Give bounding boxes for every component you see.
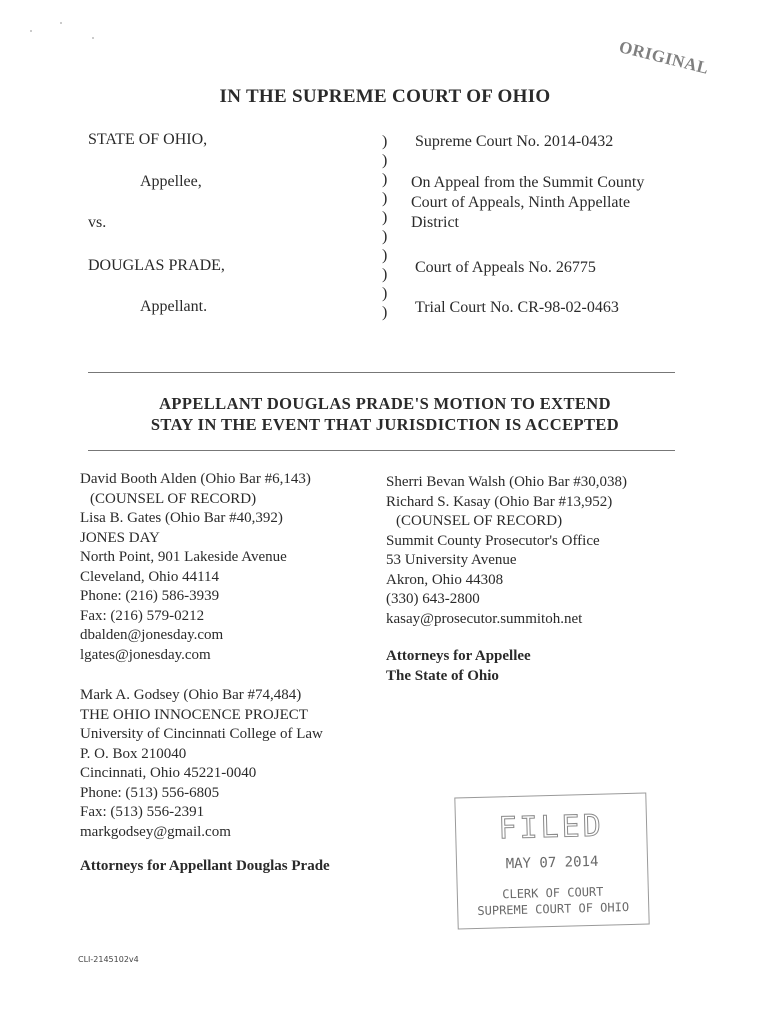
appellee-label-line1: Attorneys for Appellee [386, 648, 531, 664]
counsel-line: (330) 643-2800 [386, 591, 480, 607]
counsel-line: Summit County Prosecutor's Office [386, 532, 600, 549]
motion-title [90, 393, 680, 435]
divider-top [88, 372, 675, 373]
counsel-email: markgodsey@gmail.com [80, 823, 231, 840]
counsel-line: P. O. Box 210040 [80, 745, 187, 762]
counsel-line: (COUNSEL OF RECORD) [396, 513, 563, 529]
counsel-email: lgates@jonesday.com [80, 646, 211, 663]
filed-date: MAY 07 2014 [505, 853, 599, 873]
appellee-label-line2: The State of Ohio [386, 667, 499, 684]
filed-word: FILED [498, 808, 605, 847]
counsel-line: Cleveland, Ohio 44114 [80, 568, 220, 585]
divider-bottom [88, 450, 675, 451]
scan-speck [92, 37, 94, 39]
original-stamp: ORIGINAL [617, 37, 711, 78]
innocence-project-counsel-block [80, 686, 323, 842]
appellee-attorneys-label [386, 647, 531, 686]
counsel-line: Fax: (513) 556-2391 [80, 804, 205, 820]
appellee-counsel-block [386, 473, 627, 629]
counsel-line: North Point, 901 Lakeside Avenue [80, 549, 287, 565]
motion-title-line2: STAY IN THE EVENT THAT JURISDICTION IS ACCEPTED [150, 415, 620, 434]
appeal-origin-line2: Court of Appeals, Ninth Appellate [411, 194, 631, 211]
counsel-line: University of Cincinnati College of Law [80, 726, 323, 742]
scan-speck [60, 22, 62, 24]
caption-party-appellant-name: DOUGLAS PRADE, [88, 257, 225, 274]
counsel-line: (COUNSEL OF RECORD) [90, 490, 257, 507]
caption-party-appellee-name: STATE OF OHIO, [88, 131, 208, 148]
caption-parentheses: ) ) ) ) ) ) ) ) ) ) [382, 133, 388, 321]
court-title: IN THE SUPREME COURT OF OHIO [219, 86, 551, 107]
counsel-line: 53 University Avenue [386, 552, 517, 568]
filed-stamp [454, 793, 649, 930]
clerk-line2: SUPREME COURT OF OHIO [477, 900, 630, 918]
scan-speck [30, 30, 32, 32]
counsel-line: Fax: (216) 579-0212 [80, 607, 205, 624]
appeal-origin-line1: On Appeal from the Summit County [411, 174, 645, 191]
counsel-line: Phone: (216) 586-3939 [80, 588, 220, 604]
counsel-line: Sherri Bevan Walsh (Ohio Bar #30,038) [386, 474, 627, 490]
motion-title-line1: APPELLANT DOUGLAS PRADE'S MOTION TO EXTEND [159, 394, 611, 413]
caption-vs: vs. [88, 214, 107, 231]
appeal-origin-line3: District [411, 214, 459, 231]
counsel-line: Richard S. Kasay (Ohio Bar #13,952) [386, 493, 613, 510]
appellant-counsel-block [80, 470, 311, 665]
counsel-line: Phone: (513) 556-6805 [80, 784, 220, 801]
counsel-line: Akron, Ohio 44308 [386, 571, 504, 588]
caption-appellee-role: Appellee, [140, 173, 202, 190]
counsel-line: Lisa B. Gates (Ohio Bar #40,392) [80, 510, 283, 526]
court-of-appeals-number: Court of Appeals No. 26775 [415, 259, 596, 276]
caption-appellant-role: Appellant. [140, 298, 208, 315]
counsel-line: JONES DAY [80, 529, 160, 546]
clerk-line1: CLERK OF COURT [502, 884, 604, 902]
counsel-email: dbalden@jonesday.com [80, 627, 224, 643]
counsel-line: David Booth Alden (Ohio Bar #6,143) [80, 471, 311, 487]
document-id-footer: CLI-2145102v4 [78, 955, 139, 964]
counsel-line: THE OHIO INNOCENCE PROJECT [80, 706, 308, 723]
counsel-email: kasay@prosecutor.summitoh.net [386, 610, 583, 627]
appellant-attorneys-label: Attorneys for Appellant Douglas Prade [80, 858, 330, 874]
counsel-line: Cincinnati, Ohio 45221-0040 [80, 765, 257, 781]
supreme-court-number: Supreme Court No. 2014-0432 [415, 133, 614, 150]
counsel-line: Mark A. Godsey (Ohio Bar #74,484) [80, 687, 302, 703]
trial-court-number: Trial Court No. CR-98-02-0463 [415, 299, 619, 316]
